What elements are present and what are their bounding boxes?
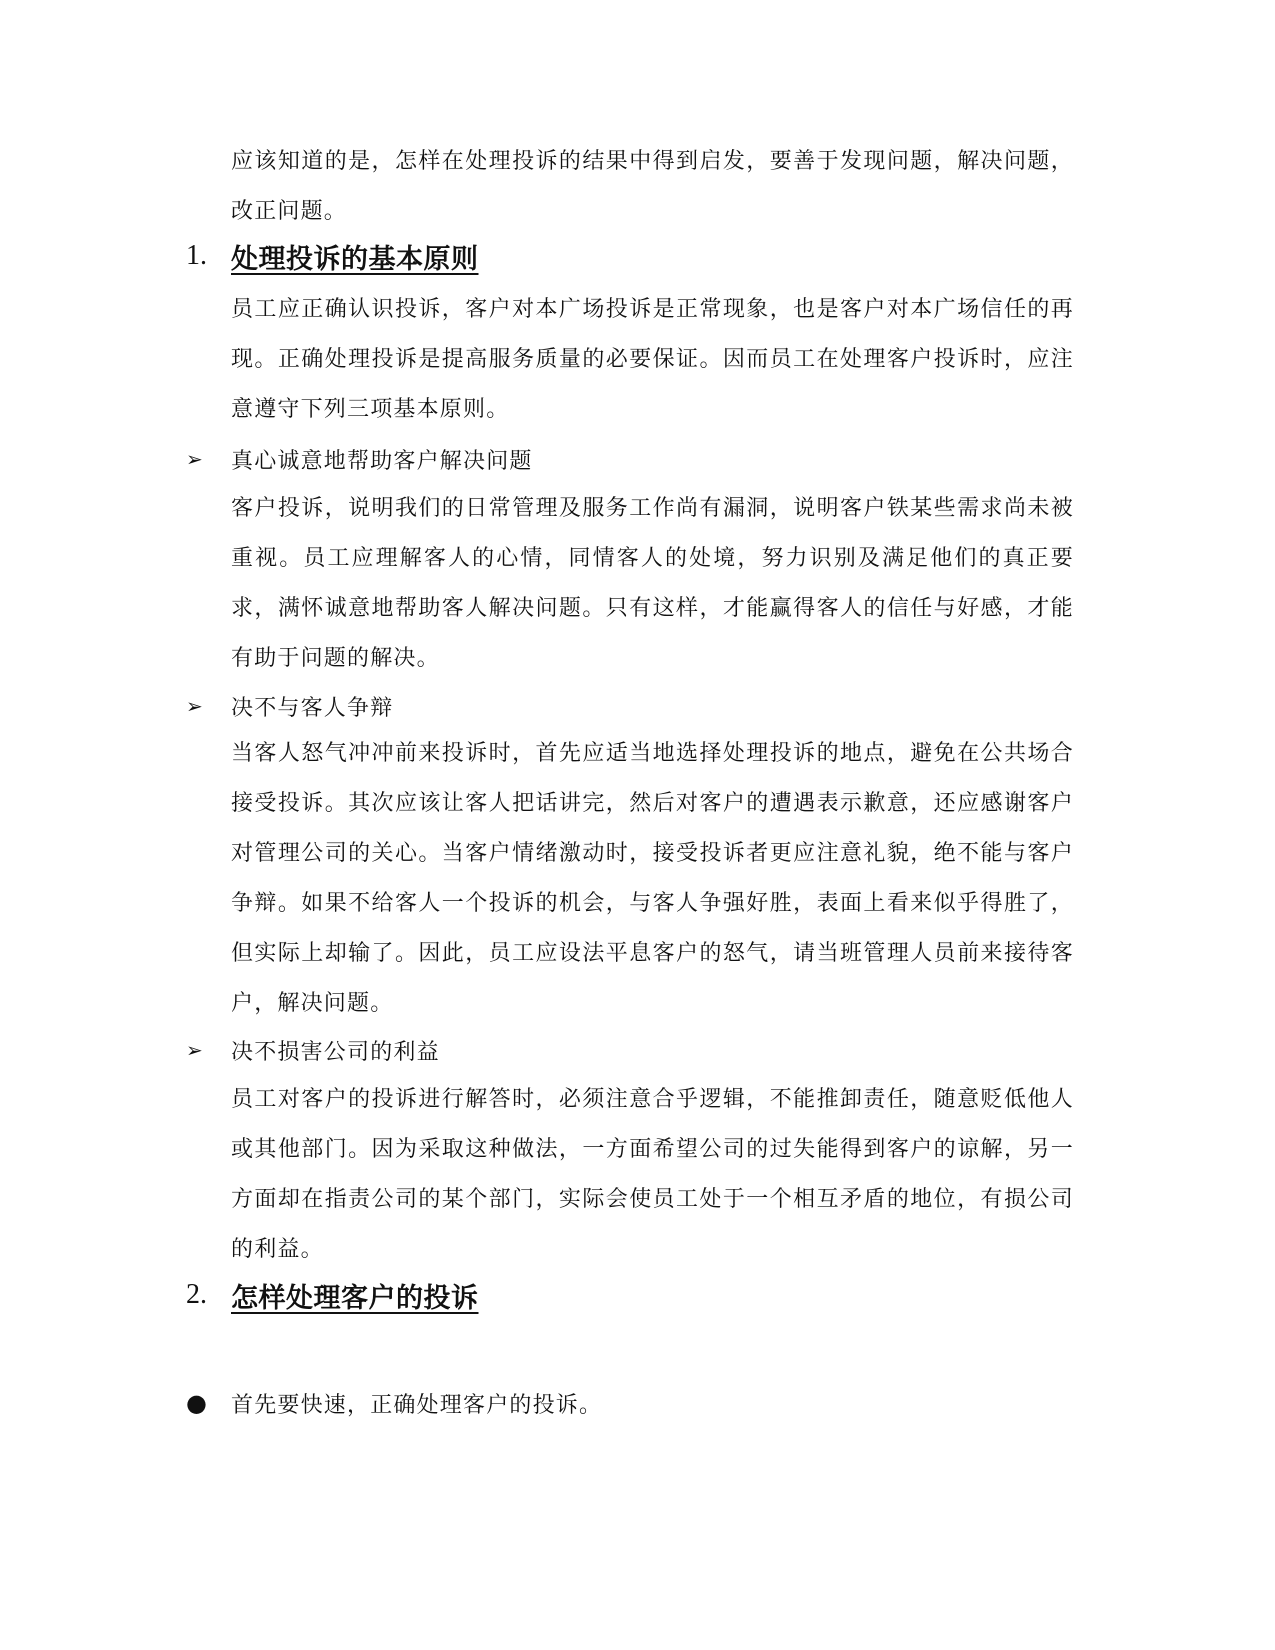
round-bullet-icon: ● xyxy=(186,1389,209,1417)
section-2-item-1 xyxy=(186,1378,602,1428)
intro-paragraph: 应该知道的是，怎样在处理投诉的结果中得到启发，要善于发现问题，解决问题，改正问题。 xyxy=(231,149,1074,224)
section-1-title: 处理投诉的基本原则 xyxy=(231,243,479,275)
principle-3-title: 决不损害公司的利益 xyxy=(231,1039,440,1065)
arrow-bullet-icon: ➢ xyxy=(186,447,204,471)
section-1-paragraph: 员工应正确认识投诉，客户对本广场投诉是正常现象，也是客户对本广场信任的再现。正确处理投诉是提高服务质量的必要保证。因而员工在处理客户投诉时，应注意遵守下列三项基本原则。 xyxy=(231,297,1074,422)
section-2-heading xyxy=(186,1273,479,1317)
principle-2-title: 决不与客人争辩 xyxy=(231,695,394,721)
arrow-bullet-icon: ➢ xyxy=(186,694,204,718)
principle-2-heading xyxy=(186,681,393,731)
section-1-number: 1. xyxy=(186,240,207,271)
principle-1-body: 客户投诉，说明我们的日常管理及服务工作尚有漏洞，说明客户铁某些需求尚未被重视。员工应理解客人的心情，同情客人的处境，努力识别及满足他们的真正要求，满怀诚意地帮助客人解决问题。只有这样，才能赢得客人的信任与好感，才能有助于问题的解决。 xyxy=(231,496,1074,671)
principle-1-heading xyxy=(186,434,533,484)
principle-3-heading xyxy=(186,1025,440,1075)
principle-1-title: 真心诚意地帮助客户解决问题 xyxy=(231,448,533,474)
section-2-title: 怎样处理客户的投诉 xyxy=(231,1282,479,1314)
section-2-item-1-text: 首先要快速，正确处理客户的投诉。 xyxy=(231,1392,603,1418)
section-1-heading xyxy=(186,234,479,278)
principle-3-body: 员工对客户的投诉进行解答时，必须注意合乎逻辑，不能推卸责任，随意贬低他人或其他部门。因为采取这种做法，一方面希望公司的过失能得到客户的谅解，另一方面却在指责公司的某个部门，实际会使员工处于一个相互矛盾的地位，有损公司的利益。 xyxy=(231,1087,1074,1262)
section-2-number: 2. xyxy=(186,1279,207,1310)
principle-2-body: 当客人怒气冲冲前来投诉时，首先应适当地选择处理投诉的地点，避免在公共场合接受投诉。其次应该让客人把话讲完，然后对客户的遭遇表示歉意，还应感谢客户对管理公司的关心。当客户情绪激动时，接受投诉者更应注意礼貌，绝不能与客户争辩。如果不给客人一个投诉的机会，与客人争强好胜，表面上看来似乎得胜了，但实际上却输了。因此，员工应设法平息客户的怒气，请当班管理人员前来接待客户，解决问题。 xyxy=(231,741,1074,1016)
arrow-bullet-icon: ➢ xyxy=(186,1038,204,1062)
